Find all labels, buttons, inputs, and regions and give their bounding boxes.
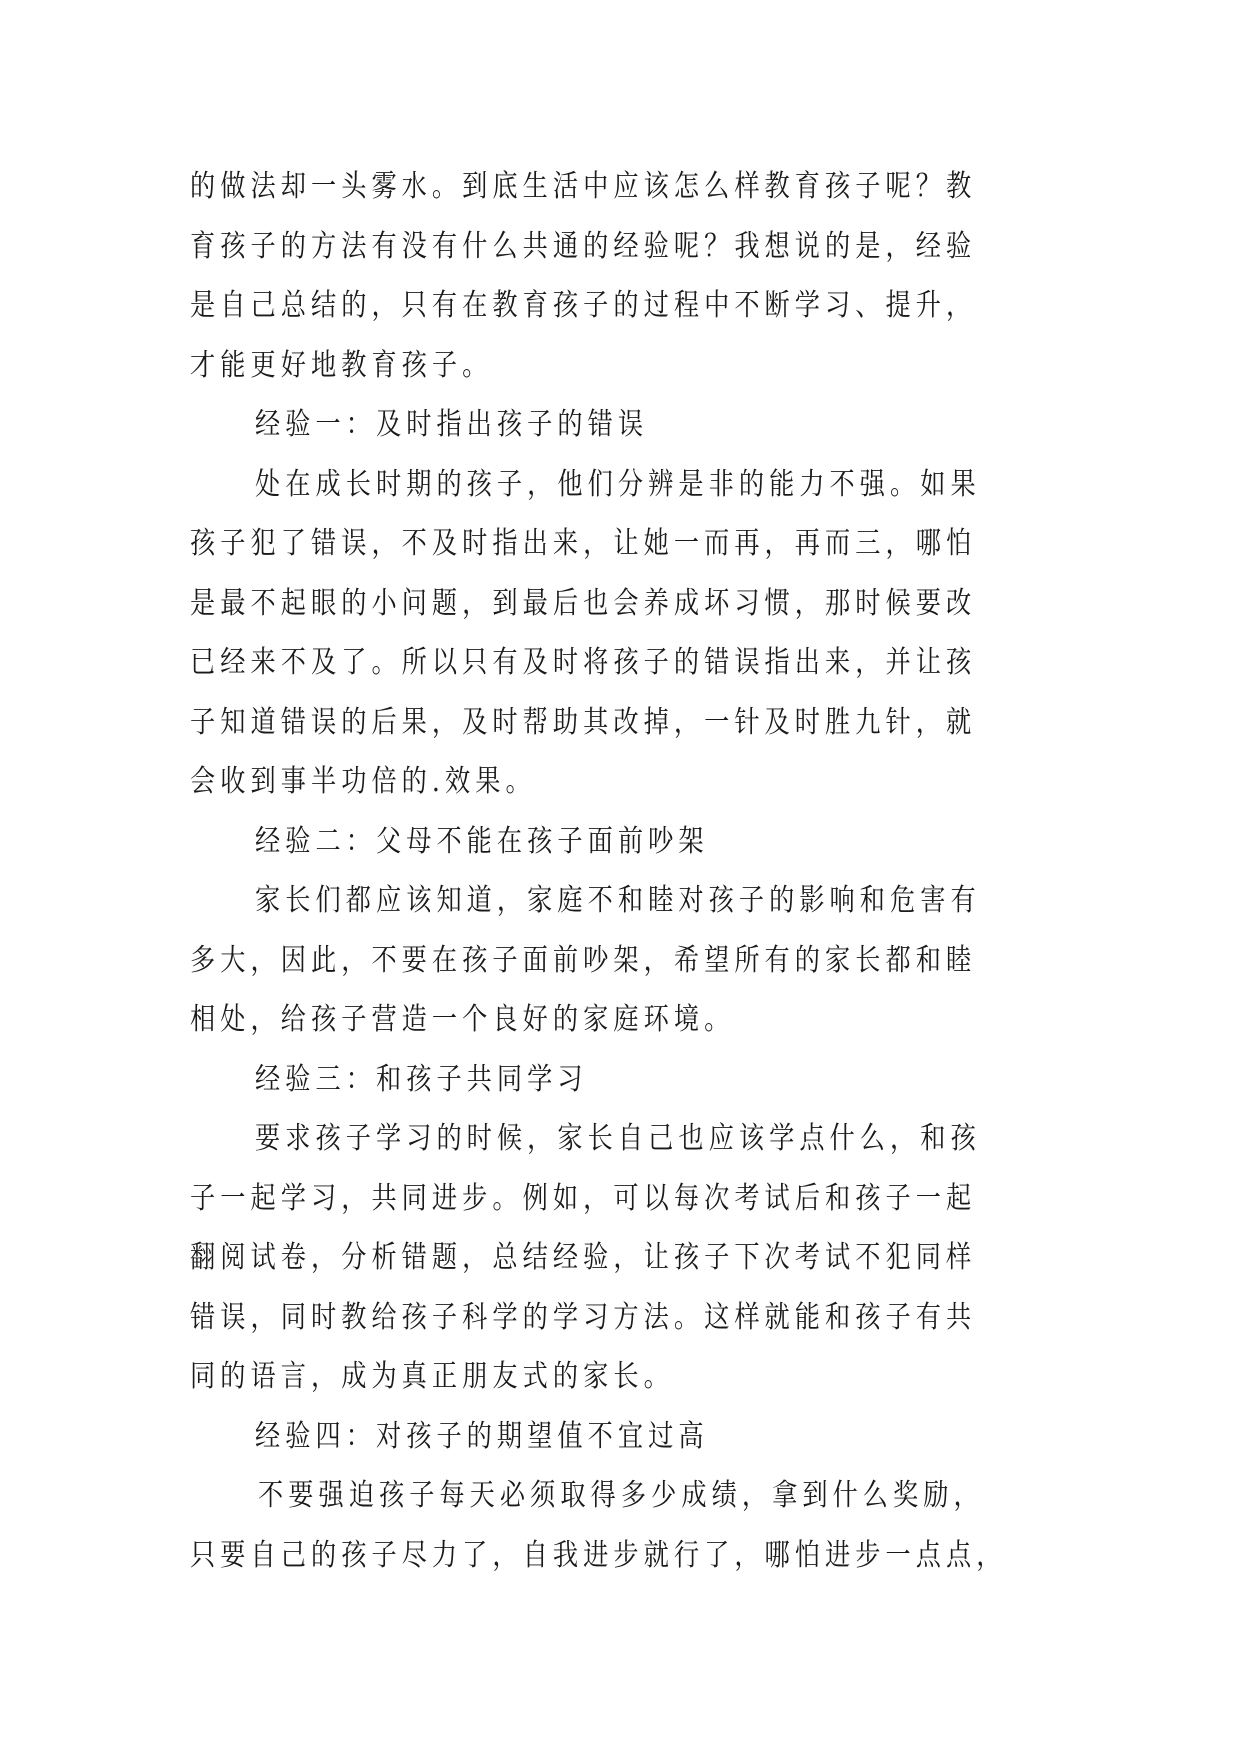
text-line: 子知道错误的后果，及时帮助其改掉，一针及时胜九针，就 [190,705,977,740]
text-line: 翻阅试卷，分析错题，总结经验，让孩子下次考试不犯同样 [190,1240,977,1275]
text-line: 是自己总结的，只有在教育孩子的过程中不断学习、提升， [190,288,977,323]
text-line: 只要自己的孩子尽力了，自我进步就行了，哪怕进步一点点， [190,1538,1007,1573]
text-line: 多大，因此，不要在孩子面前吵架，希望所有的家长都和睦 [190,943,977,978]
text-line: 才能更好地教育孩子。 [190,348,493,383]
text-line: 会收到事半功倍的.效果。 [190,764,536,799]
text-line: 错误，同时教给孩子科学的学习方法。这样就能和孩子有共 [190,1300,977,1335]
text-line: 不要强迫孩子每天必须取得多少成绩，拿到什么奖励， [258,1478,984,1513]
section-heading: 经验三：和孩子共同学习 [255,1062,588,1097]
text-line: 孩子犯了错误，不及时指出来，让她一而再，再而三，哪怕 [190,526,977,561]
text-line: 要求孩子学习的时候，家长自己也应该学点什么，和孩 [255,1121,981,1156]
section-heading: 经验四：对孩子的期望值不宜过高 [255,1419,709,1454]
text-line: 是最不起眼的小问题，到最后也会养成坏习惯，那时候要改 [190,586,977,621]
text-line: 子一起学习，共同进步。例如，可以每次考试后和孩子一起 [190,1181,977,1216]
text-line: 已经来不及了。所以只有及时将孩子的错误指出来，并让孩 [190,645,977,680]
text-line: 处在成长时期的孩子，他们分辨是非的能力不强。如果 [255,467,981,502]
text-line: 的做法却一头雾水。到底生活中应该怎么样教育孩子呢？教 [190,169,977,204]
text-line: 相处，给孩子营造一个良好的家庭环境。 [190,1002,735,1037]
text-line: 育孩子的方法有没有什么共通的经验呢？我想说的是，经验 [190,229,977,264]
section-heading: 经验一：及时指出孩子的错误 [255,407,649,442]
text-line: 同的语言，成为真正朋友式的家长。 [190,1359,674,1394]
text-line: 家长们都应该知道，家庭不和睦对孩子的影响和危害有 [255,883,981,918]
section-heading: 经验二：父母不能在孩子面前吵架 [255,824,709,859]
